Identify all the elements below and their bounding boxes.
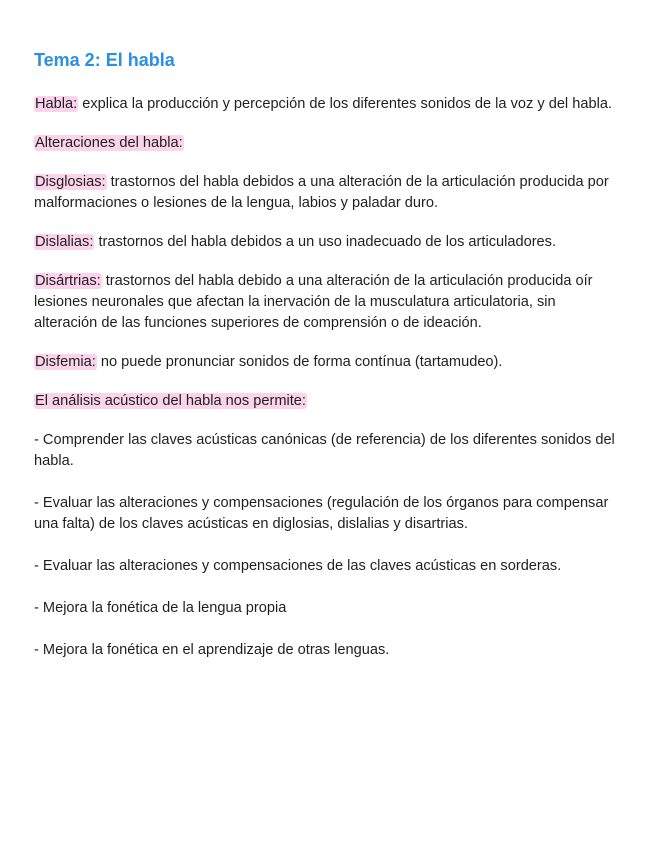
definition-text: trastornos del habla debidos a un uso inadecuado de los articuladores. bbox=[94, 234, 557, 250]
definition-disglosias bbox=[34, 172, 622, 214]
list-item: - Mejora la fonética de la lengua propia bbox=[34, 600, 287, 616]
list-item: - Comprender las claves acústicas canónicas (de referencia) de los diferentes sonidos del habla. bbox=[34, 432, 615, 469]
definition-text: trastornos del habla debidos a una alteración de la articulación producida por malformaciones o lesiones de la lengua, labios y paladar duro. bbox=[34, 174, 609, 211]
definition-text: no puede pronunciar sonidos de forma contínua (tartamudeo). bbox=[96, 354, 503, 370]
definition-text: trastornos del habla debido a una alteración de la articulación producida oír lesiones neuronales que afectan la inervación de la musculatura articulatoria, sin alteración de las funciones superiores de comprensión o de ideación. bbox=[34, 273, 593, 331]
list-item: - Evaluar las alteraciones y compensaciones de las claves acústicas en sorderas. bbox=[34, 558, 562, 574]
section-heading-analisis bbox=[34, 391, 622, 412]
term-highlight: Dislalias: bbox=[35, 234, 94, 250]
term-highlight: Disglosias: bbox=[35, 174, 106, 190]
definition-disfemia bbox=[34, 352, 622, 373]
definition-text: explica la producción y percepción de los diferentes sonidos de la voz y del habla. bbox=[78, 96, 612, 112]
term-highlight: Disfemia: bbox=[35, 354, 96, 370]
section-heading-alteraciones bbox=[34, 133, 622, 154]
list-item: - Evaluar las alteraciones y compensaciones (regulación de los órganos para compensar una falta) de los claves acústicas en diglosias, dislalias y disartrias. bbox=[34, 495, 609, 532]
term-highlight: Disártrias: bbox=[35, 273, 101, 289]
definition-disartrias bbox=[34, 271, 622, 334]
list-item: - Mejora la fonética en el aprendizaje de otras lenguas. bbox=[34, 642, 390, 658]
definition-habla bbox=[34, 94, 622, 115]
page-title: Tema 2: El habla bbox=[34, 50, 175, 70]
term-highlight: Habla: bbox=[35, 96, 78, 112]
heading-highlight: El análisis acústico del habla nos permite: bbox=[35, 393, 306, 409]
heading-highlight: Alteraciones del habla: bbox=[35, 135, 183, 151]
definition-dislalias bbox=[34, 232, 622, 253]
